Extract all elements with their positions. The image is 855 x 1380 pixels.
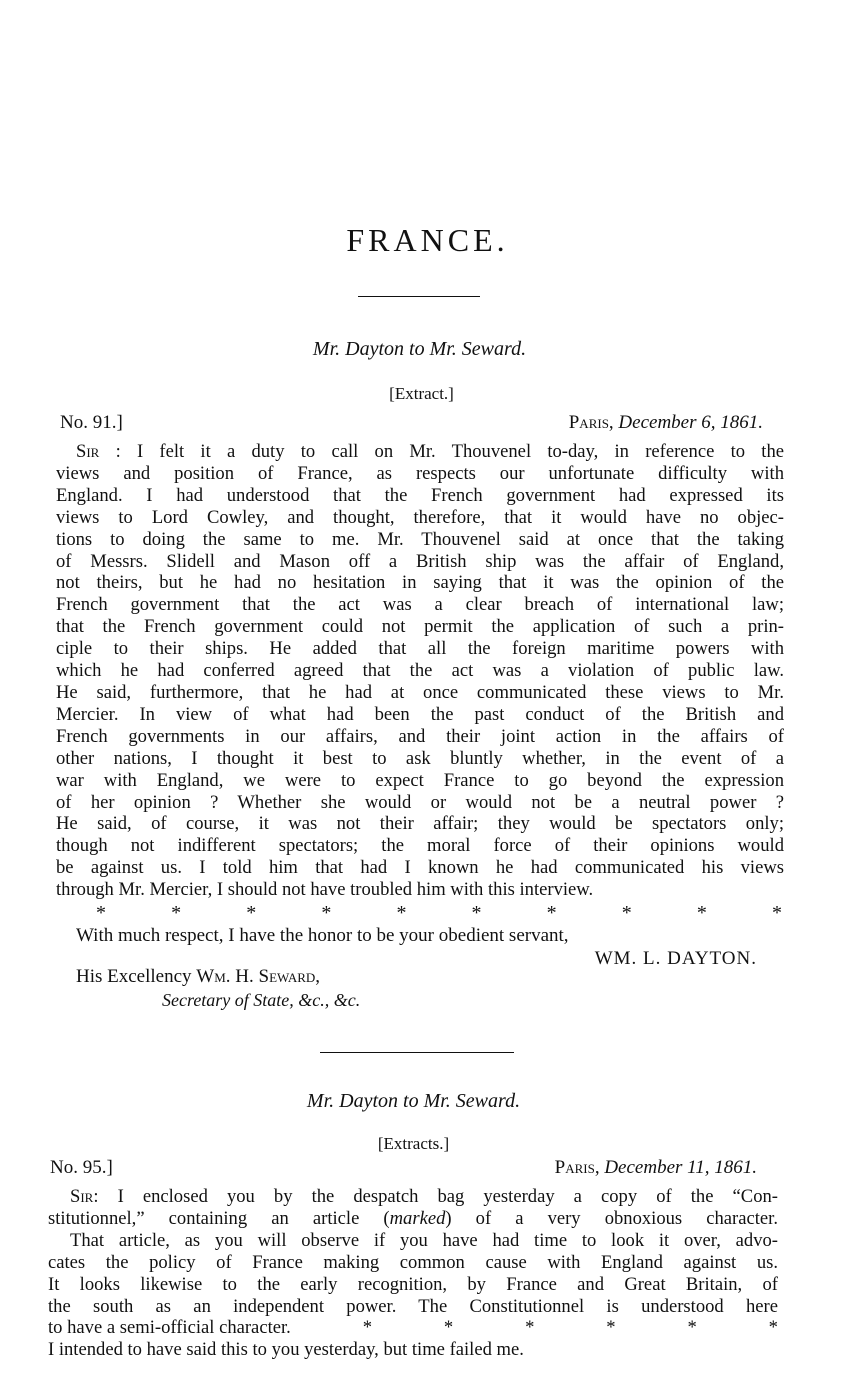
letter2-line7-text: to have a semi-official character. [48, 1317, 291, 1339]
letter1-line: He said, furthermore, that he had at once communicated these views to Mr. [56, 681, 784, 703]
letter2-final-line: I intended to have said this to you yesterday, but time failed me. [48, 1339, 524, 1361]
letter1-line: tions to doing the same to me. Mr. Thouvenel said at once that the taking [56, 528, 784, 550]
letter2-place: Paris, [554, 1157, 600, 1178]
letter2-line: It looks likewise to the early recognition, by France and Great Britain, of [48, 1273, 778, 1295]
letter1-signature: WM. L. DAYTON. [594, 948, 757, 969]
letter1-line: war with England, we were to expect France to go beyond the expression [56, 769, 784, 791]
letter2-date: December 11, 1861. [604, 1157, 757, 1178]
letter2-heading: Mr. Dayton to Mr. Seward. [306, 1090, 521, 1112]
letter2-extract-note: [Extracts.] [377, 1134, 450, 1153]
letter1-line: not theirs, but he had no hesitation in saying that it was the opinion of the [56, 572, 784, 594]
title-divider [358, 296, 480, 297]
letter1-line: views to Lord Cowley, and thought, therefore, that it would have no objec- [56, 506, 784, 528]
letter1-place: Paris, [568, 412, 614, 433]
star: * [96, 902, 106, 924]
letter1-addressee-title: Secretary of State, &c., &c. [162, 990, 361, 1010]
letter1-date: December 6, 1861. [618, 412, 763, 433]
letter1-line: views and position of France, as respects our unfortunate difficulty with [56, 462, 784, 484]
letter2-line: stitutionnel,” containing an article (marked) of a very obnoxious character. [48, 1207, 778, 1229]
letter1-line: of Messrs. Slidell and Mason off a British ship was the affair of England, [56, 550, 784, 572]
letter1-line: He said, of course, it was not their affair; they would be spectators only; [56, 813, 784, 835]
letter1-line: Mercier. In view of what had been the past conduct of the British and [56, 703, 784, 725]
letter1-line: other nations, I thought it best to ask bluntly whether, in the event of a [56, 747, 784, 769]
letter1-line: French governments in our affairs, and their joint action in the affairs of [56, 725, 784, 747]
letter1-line: ciple to their ships. He added that all the foreign maritime powers with [56, 638, 784, 660]
letter1-line: though not indifferent spectators; the moral force of their opinions would [56, 835, 784, 857]
star: * [525, 1317, 535, 1339]
letter1-dateline [569, 412, 763, 434]
star: * [443, 1317, 454, 1339]
page-title: FRANCE. [346, 222, 509, 258]
star: * [171, 902, 182, 924]
letter1-extract-note: [Extract.] [389, 384, 454, 403]
star: * [362, 1317, 372, 1339]
star: * [696, 902, 707, 924]
letter2-line: Sir: I enclosed you by the despatch bag yesterday a copy of the “Con- [70, 1186, 778, 1207]
letter1-line: of her opinion ? Whether she would or would not be a neutral power ? [56, 791, 784, 813]
letter1-ellipsis-stars [96, 902, 782, 925]
letter1-number: No. 91.] [60, 412, 123, 433]
section-divider [320, 1052, 514, 1053]
star: * [396, 902, 407, 924]
letter1-closing: With much respect, I have the honor to be your obedient servant, [76, 925, 569, 946]
star: * [606, 1317, 616, 1339]
letter1-heading: Mr. Dayton to Mr. Seward. [312, 338, 527, 360]
star: * [771, 902, 782, 924]
star: * [321, 902, 332, 924]
star: * [621, 902, 632, 924]
letter1-line: Sir : I felt it a duty to call on Mr. Thouvenel to-day, in reference to the [76, 441, 784, 462]
letter1-body [56, 441, 784, 901]
star: * [546, 902, 557, 924]
letter1-line: that the French government could not permit the application of such a prin- [56, 616, 784, 638]
star: * [768, 1317, 778, 1339]
addressee-prefix: His Excellency [76, 966, 192, 987]
letter2-number: No. 95.] [50, 1157, 113, 1178]
letter2-line: That article, as you will observe if you have had time to look it over, advo- [70, 1229, 778, 1251]
letter2-line: cates the policy of France making common cause with England against us. [48, 1251, 778, 1273]
letter1-line: which he had conferred agreed that the act was a violation of public law. [56, 660, 784, 682]
letter2-line-with-stars [48, 1317, 778, 1339]
letter1-line: French government that the act was a clear breach of international law; [56, 594, 784, 616]
addressee-name: Wm. H. Seward, [196, 966, 321, 987]
letter2-dateline [555, 1157, 757, 1179]
letter1-line: England. I had understood that the French government had expressed its [56, 484, 784, 506]
letter1-line: be against us. I told him that had I known he had communicated his views [56, 857, 784, 879]
letter2-line: the south as an independent power. The Constitutionnel is understood here [48, 1295, 778, 1317]
star: * [471, 902, 482, 924]
letter1-line: through Mr. Mercier, I should not have troubled him with this interview. [56, 879, 594, 901]
star: * [687, 1317, 697, 1339]
letter1-addressee [76, 966, 320, 988]
star: * [246, 902, 257, 924]
letter2-body [48, 1186, 778, 1361]
